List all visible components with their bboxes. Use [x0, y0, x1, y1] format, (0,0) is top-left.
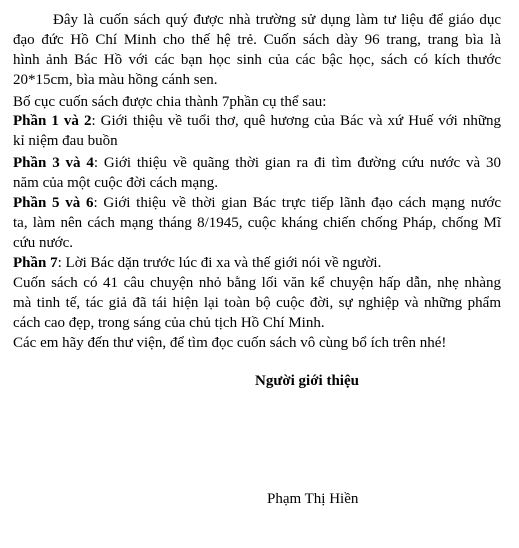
part-3-4-label: Phần 3 và 4 — [13, 155, 94, 171]
part-1-2-line-1 — [13, 111, 501, 131]
part-5-6-line-1 — [13, 193, 501, 213]
signature-title: Người giới thiệu — [255, 373, 359, 389]
part-5-6-label: Phần 5 và 6 — [13, 195, 94, 211]
signature-name: Phạm Thị Hiền — [267, 491, 359, 507]
part-7-line-1 — [13, 253, 381, 273]
part-1-2-line-2: kỉ niệm đau buồn — [13, 133, 118, 149]
part-5-6-text: : Giới thiệu về thời gian Bác trực tiếp lãnh đạo cách mạng nước — [93, 195, 501, 211]
closing-line: Các em hãy đến thư viện, để tìm đọc cuốn sách vô cùng bổ ích trên nhé! — [13, 335, 447, 351]
intro-line-4: 20*15cm, bìa màu hồng cánh sen. — [13, 72, 218, 88]
part-5-6-line-3: cứu nước. — [13, 235, 74, 251]
part-7-text: : Lời Bác dặn trước lúc đi xa và thế giới nói về người. — [57, 255, 382, 271]
intro-line-2: đạo đức Hồ Chí Minh cho thế hệ trẻ. Cuốn sách dày 96 trang, trang bìa là — [13, 32, 501, 48]
intro-line-1: Đây là cuốn sách quý được nhà trường sử dụng làm tư liệu để giáo dục — [53, 12, 501, 28]
intro-line-3: hình ảnh Bác Hồ với các bạn học sinh của các bậc học, sách có kích thước — [13, 52, 501, 68]
part-1-2-text: : Giới thiệu về tuổi thơ, quê hương của Bác và xứ Huế với những — [91, 113, 501, 129]
part-1-2-label: Phần 1 và 2 — [13, 113, 92, 129]
part-3-4-text: : Giới thiệu về quãng thời gian ra đi tìm đường cứu nước và 30 — [93, 155, 502, 171]
summary-line-1: Cuốn sách có 41 câu chuyện nhỏ bằng lối văn kể chuyện hấp dẫn, nhẹ nhàng — [13, 275, 501, 291]
part-3-4-line-2: năm của một cuộc đời cách mạng. — [13, 175, 218, 191]
part-7-label: Phần 7 — [13, 255, 58, 271]
summary-line-3: cách cao đẹp, trong sáng của chủ tịch Hồ Chí Minh. — [13, 315, 325, 331]
summary-line-2: mà tinh tế, tác giả đã tái hiện lại toàn bộ cuộc đời, sự nghiệp và những phẩm — [13, 295, 501, 311]
layout-line: Bố cục cuốn sách được chia thành 7phần cụ thể sau: — [13, 94, 327, 110]
part-5-6-line-2: ta, làm nên cách mạng tháng 8/1945, cuộc kháng chiến chống Pháp, chống Mĩ — [13, 215, 501, 231]
part-3-4-line-1 — [13, 153, 501, 173]
